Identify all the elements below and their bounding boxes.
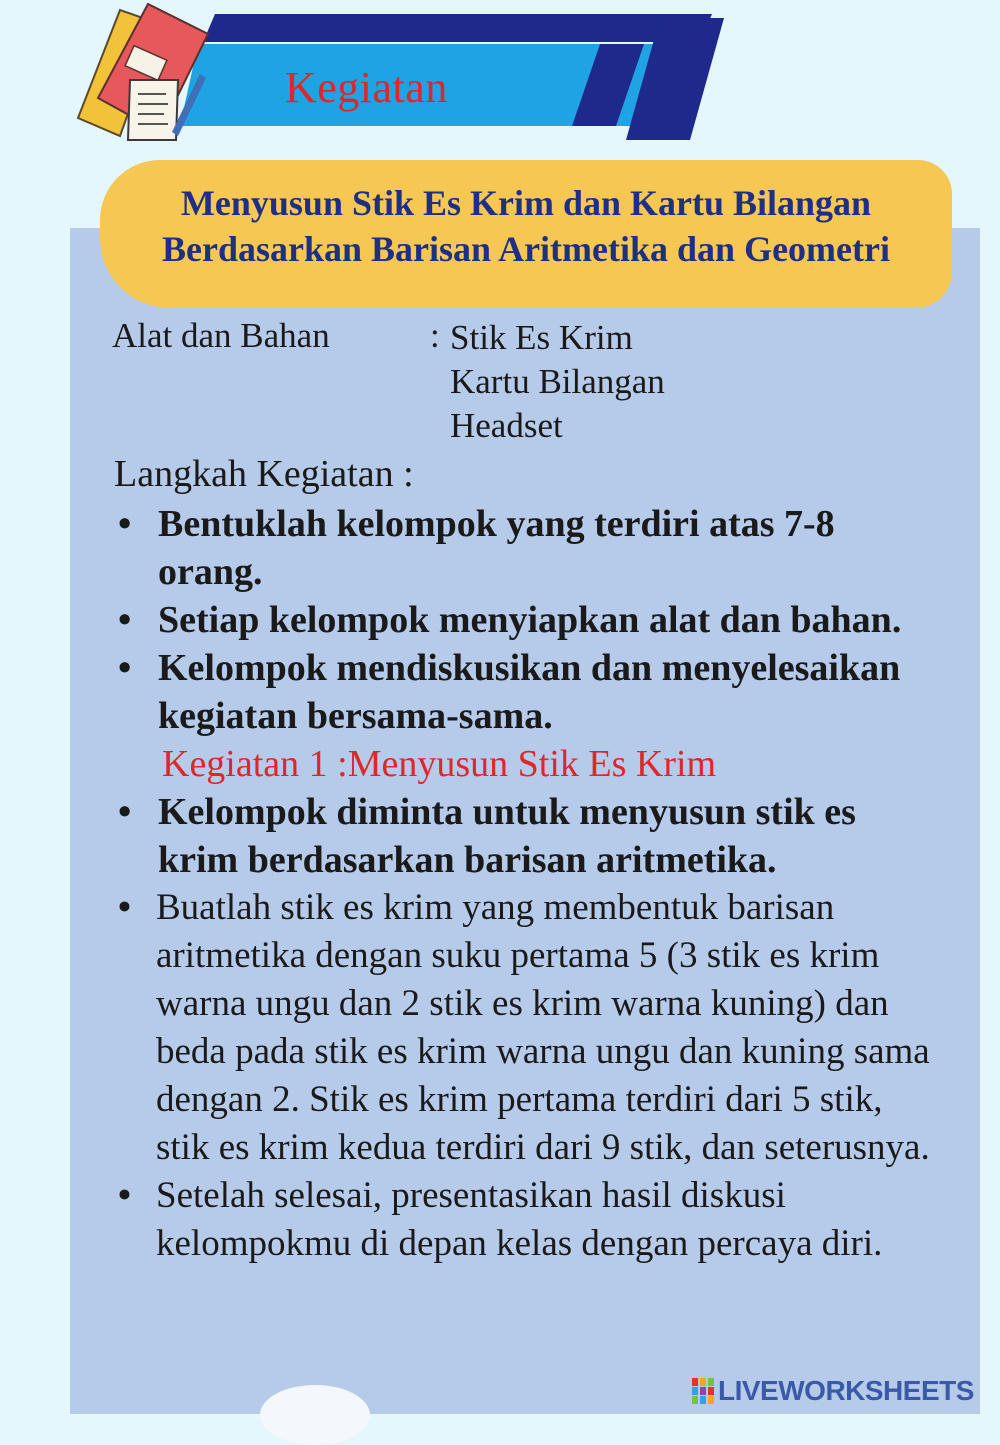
liveworksheets-logo[interactable] xyxy=(692,1374,974,1408)
step-text: Bentuklah kelompok yang terdiri atas 7-8 orang. xyxy=(158,503,835,593)
bullet-icon: • xyxy=(118,1175,131,1216)
steps-list xyxy=(114,500,944,1268)
materials-label: Alat dan Bahan xyxy=(112,316,330,355)
bullet-icon: • xyxy=(118,503,132,545)
bullet-icon: • xyxy=(118,791,132,833)
list-item xyxy=(114,1172,944,1268)
bullet-icon: • xyxy=(118,887,131,928)
list-item xyxy=(114,500,944,596)
list-item xyxy=(114,596,944,644)
materials-colon: : xyxy=(430,316,440,355)
notebook-icon xyxy=(68,2,218,152)
decorative-cloud xyxy=(260,1385,370,1445)
activity-subtitle: Menyusun Stik Es Krim dan Kartu Bilangan Berdasarkan Barisan Aritmetika dan Geometri xyxy=(162,183,890,269)
list-item xyxy=(114,788,944,884)
steps-heading: Langkah Kegiatan : xyxy=(114,453,414,495)
step-text: Kelompok mendiskusikan dan menyelesaikan kegiatan bersama-sama. xyxy=(158,647,901,737)
liveworksheets-mark-icon xyxy=(692,1378,714,1404)
bullet-icon: • xyxy=(118,599,132,641)
materials-item: Headset xyxy=(450,406,563,445)
step-text: Setelah selesai, presentasikan hasil diskusi kelompokmu di depan kelas dengan percaya diri. xyxy=(156,1175,883,1264)
materials-item: Stik Es Krim xyxy=(450,318,633,357)
list-item xyxy=(114,884,944,1172)
step-text: Buatlah stik es krim yang membentuk barisan aritmetika dengan suku pertama 5 (3 stik es krim warna ungu dan 2 stik es krim warna kuning) dan beda pada stik es krim warna ungu dan kuning sama dengan 2. Stik es krim pertama terdiri dari 5 stik, stik es krim kedua terdiri dari 9 stik, dan seterusnya. xyxy=(156,887,930,1168)
logo-text: LIVEWORKSHEETS xyxy=(718,1375,974,1406)
step-text: Kelompok diminta untuk menyusun stik es krim berdasarkan barisan aritmetika. xyxy=(158,791,856,881)
step-text: Setiap kelompok menyiapkan alat dan bahan. xyxy=(158,599,902,641)
bullet-icon: • xyxy=(118,647,132,689)
list-item xyxy=(114,644,944,740)
page-title: Kegiatan xyxy=(285,63,448,112)
materials-item: Kartu Bilangan xyxy=(450,362,665,401)
materials-list xyxy=(450,316,665,448)
activity-1-label: Kegiatan 1 :Menyusun Stik Es Krim xyxy=(162,743,717,785)
